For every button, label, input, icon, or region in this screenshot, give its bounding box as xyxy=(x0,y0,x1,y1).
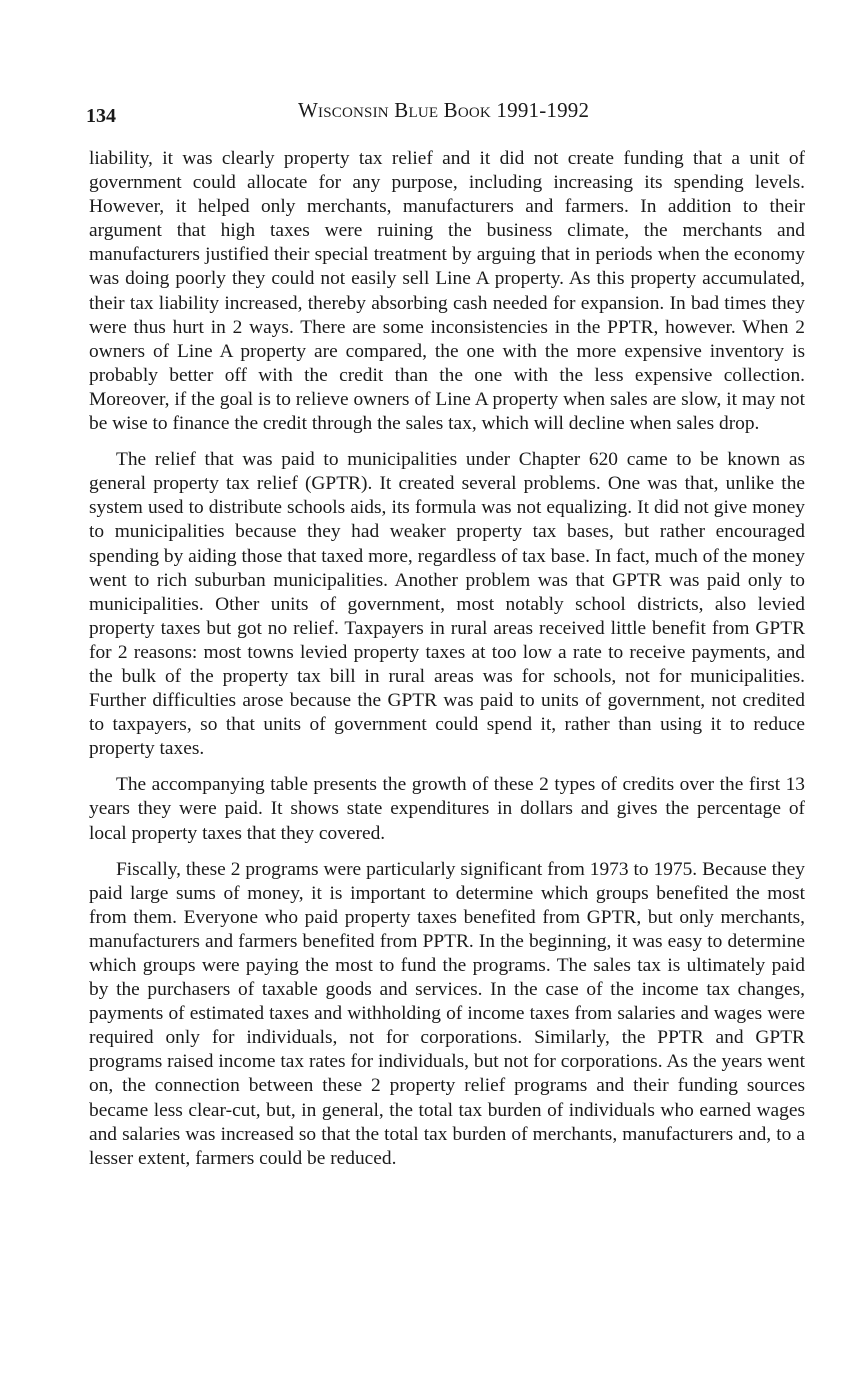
paragraph-3: The accompanying table presents the growth of these 2 types of credits over the first 13 years they were paid. It shows state expenditures in dollars and gives the percentage of local property taxes that they covered. xyxy=(89,774,805,844)
paragraph-1: liability, it was clearly property tax relief and it did not create funding that a unit of government could allocate for any purpose, including increasing its spending levels. However, it helped only merchants, manufacturers and farmers. In addition to their argument that high taxes were ruining the business climate, the merchants and manufacturers justified their special treatment by arguing that in periods when the economy was doing poorly they could not easily sell Line A property. As this property accumulated, their tax liability increased, thereby absorbing cash needed for expansion. In bad times they were thus hurt in 2 ways. There are some inconsistencies in the PPTR, however. When 2 owners of Line A property are compared, the one with the more expensive inventory is probably better off with the credit than the one with the less expensive collection. Moreover, if the goal is to relieve owners of Line A property when sales are slow, it may not be wise to finance the credit through the sales tax, which will decline when sales drop. xyxy=(89,148,805,435)
body-text xyxy=(89,147,805,1171)
page-number: 134 xyxy=(86,105,116,127)
paragraph-2: The relief that was paid to municipalities under Chapter 620 came to be known as general property tax relief (GPTR). It created several problems. One was that, unlike the system used to distribute schools aids, its formula was not equalizing. It did not give money to municipalities because they had weaker property tax bases, but rather encouraged spending by aiding those that taxed more, regardless of tax base. In fact, much of the money went to rich suburban municipalities. Another problem was that GPTR was paid only to municipalities. Other units of government, most notably school districts, also levied property taxes but got no relief. Taxpayers in rural areas received little benefit from GPTR for 2 reasons: most towns levied property taxes at too low a rate to receive payments, and the bulk of the property tax bill in rural areas was for schools, not for municipalities. Further difficulties arose because the GPTR was paid to units of government, not credited to taxpayers, so that units of government could spend it, rather than using it to reduce property taxes. xyxy=(89,449,805,760)
running-head: Wisconsin Blue Book 1991-1992 xyxy=(298,98,590,122)
paragraph-4: Fiscally, these 2 programs were particularly significant from 1973 to 1975. Because they paid large sums of money, it is important to determine which groups benefited the most from them. Everyone who paid property taxes benefited from GPTR, but only merchants, manufacturers and farmers benefited from PPTR. In the beginning, it was easy to determine which groups were paying the most to fund the programs. The sales tax is ultimately paid by the purchasers of taxable goods and services. In the case of the income tax changes, payments of estimated taxes and withholding of income taxes from salaries and wages were required only for individuals, not for corporations. Similarly, the PPTR and GPTR programs raised income tax rates for individuals, but not for corporations. As the years went on, the connection between these 2 property relief programs and their funding sources became less clear-cut, but, in general, the total tax burden of individuals who earned wages and salaries was increased so that the total tax burden of merchants, manufacturers and, to a lesser extent, farmers could be reduced. xyxy=(89,858,805,1169)
